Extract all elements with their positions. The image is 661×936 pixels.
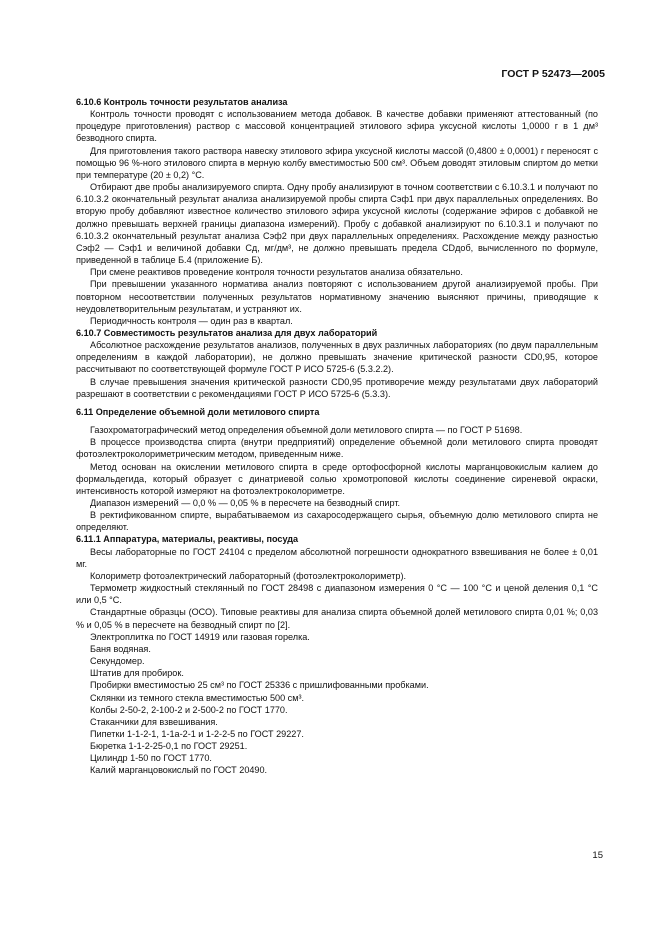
list-item: Калий марганцовокислый по ГОСТ 20490. bbox=[90, 765, 268, 776]
section-heading: 6.10.6 Контроль точности результатов анализа bbox=[76, 97, 288, 107]
list-item: Бюретка 1-1-2-25-0,1 по ГОСТ 29251. bbox=[90, 741, 248, 752]
list-item: Электроплитка по ГОСТ 14919 или газовая горелка. bbox=[90, 631, 310, 642]
section-heading: 6.11 Определение объемной доли метилового спирта bbox=[76, 406, 320, 417]
list-item: Колбы 2-50-2, 2-100-2 и 2-500-2 по ГОСТ 1770. bbox=[90, 704, 288, 715]
paragraph: Периодичность контроля — один раз в квартал. bbox=[90, 315, 293, 326]
document-body bbox=[76, 96, 598, 777]
list-item: Стаканчики для взвешивания. bbox=[90, 716, 218, 727]
paragraph: При смене реактивов проведение контроля точности результатов анализа обязательно. bbox=[90, 267, 463, 278]
paragraph: Метод основан на окислении метилового спирта в среде ортофосфорной кислоты марганцовокислым калием до формальдегида, который образует с динатриевой солью хромотроповой кислоты соединение сиреневой окраски, интенсивность которой измеряют на фотоэлектроколориметре. bbox=[76, 461, 598, 496]
paragraph: В процессе производства спирта (внутри предприятий) определение объемной доли метилового спирта проводят фотоэлектроколориметрическим методом, приведенным ниже. bbox=[76, 437, 598, 460]
paragraph: В случае превышения значения критической разности CD0,95 противоречие между результатами двух лабораторий разрешают в соответствии с рекомендациями ГОСТ Р ИСО 5725-6 (5.3.3). bbox=[76, 376, 598, 399]
list-item: Баня водяная. bbox=[90, 643, 151, 654]
page-number: 15 bbox=[592, 850, 603, 861]
paragraph: При превышении указанного норматива анализ повторяют с использованием другой анализируемой пробы. При повторном несоответствии полученных результатов нормативному значению выясняют причины, приводящие к неудовлетворительным результатам, и устраняют их. bbox=[76, 279, 598, 314]
list-item: Пипетки 1-1-2-1, 1-1а-2-1 и 1-2-2-5 по ГОСТ 29227. bbox=[90, 728, 304, 739]
section-heading: 6.10.7 Совместимость результатов анализа для двух лабораторий bbox=[76, 327, 378, 338]
paragraph: Для приготовления такого раствора навеску этилового эфира уксусной кислоты массой (0,4800 ± 0,0001) г переносят с помощью 96 %-ного этилового спирта в мерную колбу вместимостью 500 см³. Объем доводят этиловым спиртом до метки при температуре (20 ± 0,2) °С. bbox=[76, 145, 598, 180]
list-item: Секундомер. bbox=[90, 656, 145, 667]
section-heading: 6.11.1 Аппаратура, материалы, реактивы, посуда bbox=[76, 534, 299, 545]
list-item: Штатив для пробирок. bbox=[90, 668, 184, 679]
list-item: Пробирки вместимостью 25 см³ по ГОСТ 25336 с пришлифованными пробками. bbox=[90, 680, 429, 691]
list-item: Склянки из темного стекла вместимостью 500 см³. bbox=[90, 692, 305, 703]
paragraph: Абсолютное расхождение результатов анализов, полученных в двух различных лабораториях (по двум параллельным определениям в каждой лаборатории), не должно превышать значение критической разности CD0,95, которое рассчитывают по соответствующей формуле ГОСТ Р ИСО 5725-6 (5.3.2.2). bbox=[76, 340, 598, 375]
paragraph: Контроль точности проводят с использованием метода добавок. В качестве добавки применяют аттестованный (по процедуре приготовления) раствор с массовой концентрацией этилового эфира уксусной кислоты 1,0000 г в 1 дм³ безводного спирта. bbox=[76, 109, 598, 144]
paragraph: Стандартные образцы (ОСО). Типовые реактивы для анализа спирта объемной долей метилового спирта 0,01 %; 0,03 % и 0,05 % в пересчете на безводный спирт по [2]. bbox=[76, 607, 598, 630]
paragraph: Отбирают две пробы анализируемого спирта. Одну пробу анализируют в точном соответствии с 6.10.3.1 и получают по 6.10.3.2 окончательный результат анализа анализируемой пробы спирта Cэф1 при двух параллельных определениях. Во вторую пробу добавляют известное количество этилового эфира уксусной кислоты (содержание эфиров с добавкой не должно превышать верхней границы диапазона измерений). Пробу с добавкой анализируют по 6.10.3.1 и получают по 6.10.3.2 окончательный результат анализа Cэф2 при двух параллельных определениях. Расхождение между разностью Cэф2 — Cэф1 и величиной добавки Cд, мг/дм³, не должно превышать предела CDдоб, вычисленного по формуле, приведенной в таблице Б.4 (приложение Б). bbox=[76, 182, 598, 266]
paragraph: Термометр жидкостный стеклянный по ГОСТ 28498 с диапазоном измерения 0 °С — 100 °С и ценой деления 0,1 °С или 0,5 °С. bbox=[76, 583, 598, 606]
document-id-header: ГОСТ Р 52473—2005 bbox=[501, 68, 605, 80]
paragraph: Газохроматографический метод определения объемной доли метилового спирта — по ГОСТ Р 51698. bbox=[90, 425, 523, 436]
paragraph: В ректификованном спирте, вырабатываемом из сахаросодержащего сырья, объемную долю метилового спирта не определяют. bbox=[76, 510, 598, 533]
paragraph: Весы лабораторные по ГОСТ 24104 с пределом абсолютной погрешности однократного взвешивания не более ± 0,01 мг. bbox=[76, 546, 598, 569]
paragraph: Диапазон измерений — 0,0 % — 0,05 % в пересчете на безводный спирт. bbox=[90, 498, 401, 508]
list-item: Цилиндр 1-50 по ГОСТ 1770. bbox=[90, 753, 212, 764]
paragraph: Колориметр фотоэлектрический лабораторный (фотоэлектроколориметр). bbox=[90, 570, 407, 581]
